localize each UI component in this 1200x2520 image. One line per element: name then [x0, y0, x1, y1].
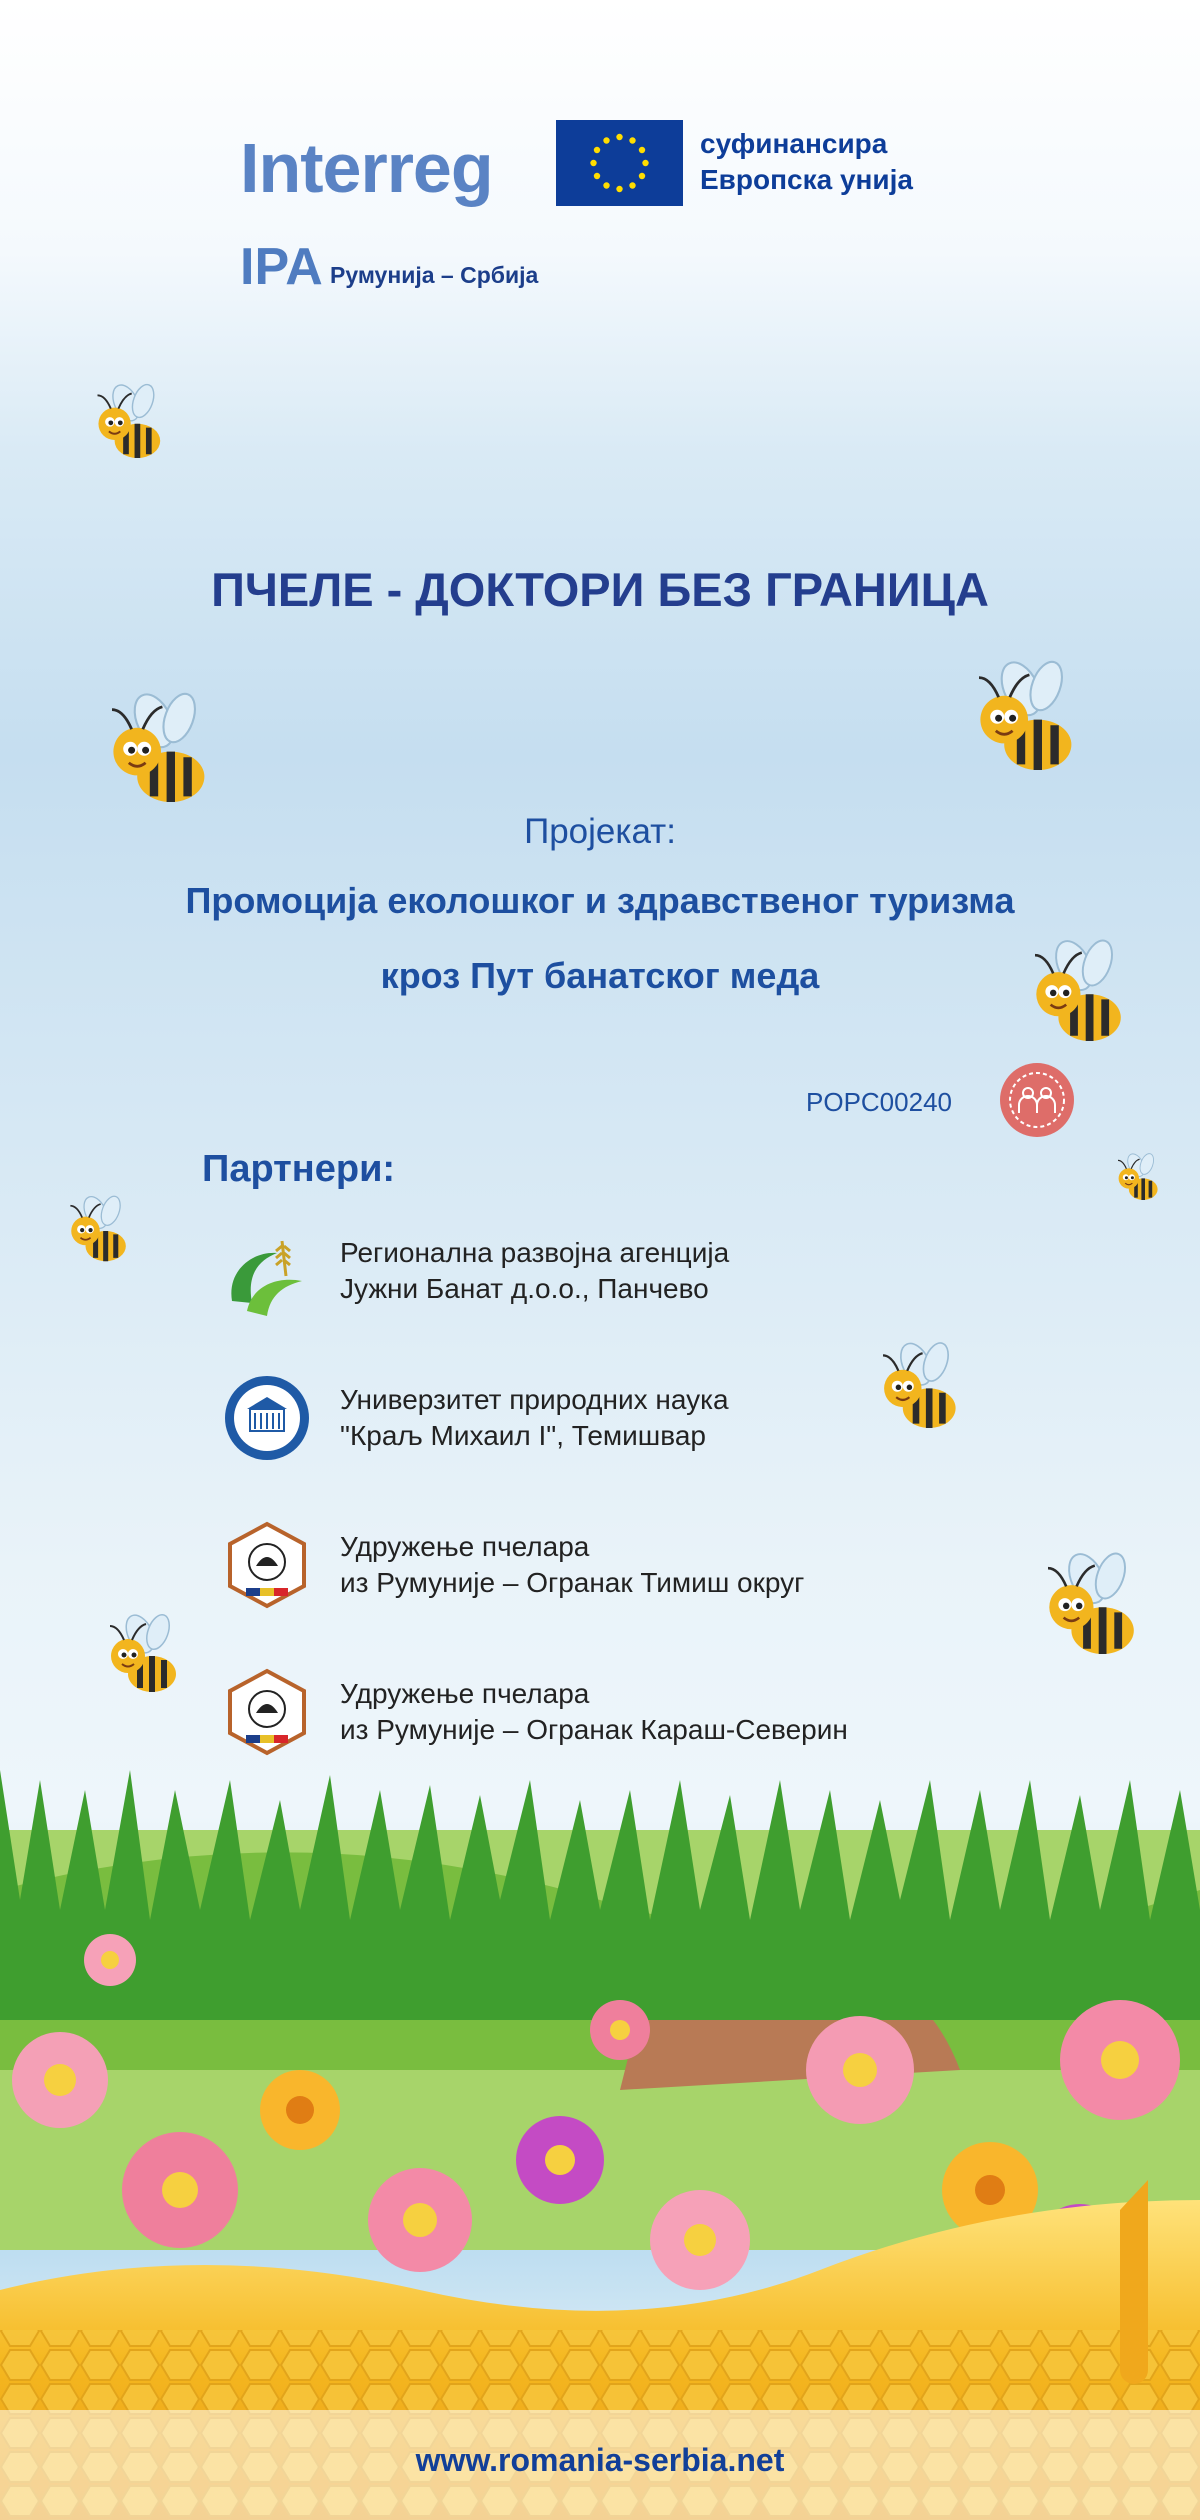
eu-star-icon [629, 182, 635, 188]
partner-2-line1: Универзитет природних наука [340, 1384, 729, 1415]
page-title: ПЧЕЛЕ - ДОКТОРИ БЕЗ ГРАНИЦА [211, 563, 989, 616]
eu-star-icon [629, 137, 635, 143]
partner-1-line2: Јужни Банат д.о.о., Панчево [340, 1273, 709, 1304]
project-name-line2: кроз Пут банатског меда [380, 955, 820, 996]
bee-icon [1022, 932, 1152, 1072]
partner-4-line2: из Румуније – Огранак Караш-Северин [340, 1714, 848, 1745]
eu-cofinanced-line2: Европска унија [700, 164, 913, 195]
website-link[interactable]: www.romania-serbia.net [415, 2442, 785, 2478]
partner-3-line2: из Румуније – Огранак Тимиш округ [340, 1567, 805, 1598]
bee-icon [88, 382, 183, 477]
eu-star-icon [616, 134, 622, 140]
eu-star-icon [590, 160, 596, 166]
eu-cofinanced-line1: суфинансира [700, 128, 888, 159]
eu-star-icon [594, 173, 600, 179]
eu-star-icon [639, 147, 645, 153]
bee-icon [872, 1340, 982, 1450]
university-seal-icon [222, 1373, 312, 1463]
bee-icon [1112, 1152, 1172, 1212]
bee-icon [56, 1194, 152, 1278]
project-name-line1: Промоција еколошког и здравственог туризма [185, 880, 1015, 921]
beekeepers-hexagon-logo-icon [222, 1520, 312, 1610]
partner-2-line2: "Краљ Михаил I", Темишвар [340, 1420, 706, 1451]
beekeepers-hexagon-logo-icon [222, 1667, 312, 1757]
partner-3-line1: Удружење пчелара [340, 1531, 590, 1562]
eu-star-icon [616, 186, 622, 192]
project-label: Пројекат: [524, 812, 676, 851]
eu-flag-icon [556, 120, 683, 206]
partners-heading: Партнери: [202, 1148, 396, 1190]
bee-icon [98, 690, 238, 830]
eu-star-icon [594, 147, 600, 153]
partner-1-line1: Регионална развојна агенција [340, 1237, 730, 1268]
wheat-leaf-logo-icon [222, 1231, 312, 1321]
project-code: POPC00240 [806, 1087, 952, 1117]
bee-icon [100, 1612, 200, 1712]
partner-4-line1: Удружење пчелара [340, 1678, 590, 1709]
bee-icon [1030, 1550, 1170, 1680]
eu-star-icon [603, 137, 609, 143]
bee-icon [940, 658, 1130, 798]
interreg-logo: Interreg [240, 129, 493, 207]
cooperation-badge-icon [1000, 1063, 1074, 1137]
eu-star-icon [639, 173, 645, 179]
flower-meadow-illustration [0, 1770, 1200, 2520]
eu-star-icon [603, 182, 609, 188]
eu-star-icon [642, 160, 648, 166]
ipa-logo: IPA [240, 238, 323, 296]
ipa-subtitle: Румунија – Србија [330, 262, 539, 288]
